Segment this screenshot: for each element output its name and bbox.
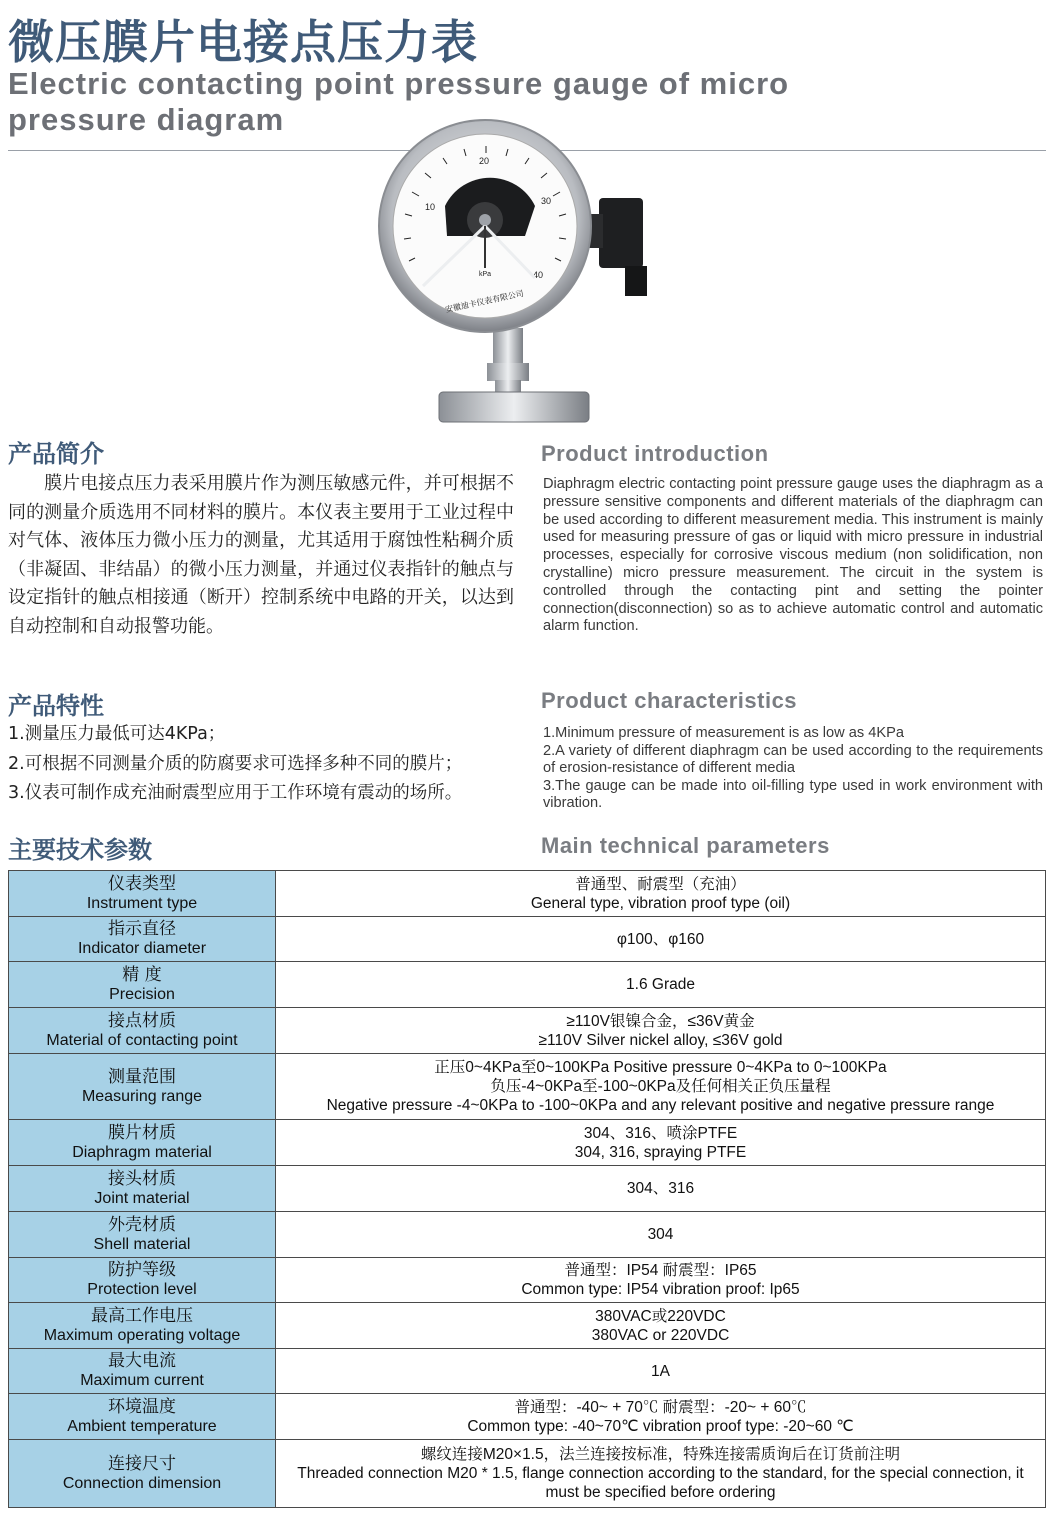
param-key [9,1258,276,1303]
param-value-line: 380VAC或220VDC [595,1307,726,1325]
param-key-zh: 接头材质 [108,1168,176,1189]
table-row [9,1008,1046,1054]
param-value [276,1212,1046,1258]
table-row [9,1258,1046,1303]
scale-label: 10 [425,202,436,212]
param-key-en: Shell material [93,1235,191,1253]
param-key-zh: 膜片材质 [108,1122,176,1143]
brand-text: 安徽迪卡仪表有限公司 [444,288,525,315]
param-value [276,1120,1046,1166]
param-value-line: 普通型、耐震型（充油） [575,875,746,893]
param-key [9,1349,276,1394]
param-value [276,1258,1046,1303]
param-value-line: General type, vibration proof type (oil) [530,894,791,912]
feature-item: 2.可根据不同测量介质的防腐要求可选择多种不同的膜片； [8,753,463,774]
gauge-nut [487,363,529,381]
param-key-en: Protection level [87,1281,197,1298]
table-row [9,1440,1046,1508]
table-row [9,1212,1046,1258]
param-value-line: Common type: -40~70℃ vibration proof type: -20~60 ℃ [467,1417,854,1435]
param-key-zh: 最大电流 [108,1351,176,1371]
table-row [9,1349,1046,1394]
feature-item: 1.测量压力最低可达4KPa； [8,724,226,744]
feature-item: 1.Minimum pressure of measurement is as low as 4KPa [543,725,904,741]
param-value-line: Threaded connection M20 * 1.5, flange connection according to the standard, for the special connection, it must be specified before ordering [297,1465,1024,1501]
param-key [9,962,276,1008]
param-value [276,1349,1046,1394]
param-value [276,871,1046,917]
param-key [9,871,276,917]
param-value [276,1166,1046,1212]
param-key-en: Indicator diameter [77,940,207,957]
param-key-en: Ambient temperature [67,1417,217,1435]
intro-heading-zh: 产品简介 [8,440,104,468]
page-subtitle: Electric contacting point pressure gauge of micro pressure diagram [8,66,790,137]
param-key-zh: 最高工作电压 [91,1305,193,1326]
param-value-line: 304、316 [626,1180,695,1197]
unit-label: kPa [479,271,492,278]
param-value-line: 1A [651,1362,670,1380]
param-key-en: Precision [109,985,175,1003]
param-key-zh: 环境温度 [108,1396,176,1417]
param-value [276,962,1046,1008]
param-key [9,1120,276,1166]
feature-item: 2.A variety of different diaphragm can be used according to the requirements of erosion-resistance of different media [543,742,1043,776]
param-key-en: Measuring range [81,1087,203,1105]
param-key-en: Instrument type [86,894,198,912]
param-value [276,1054,1046,1120]
params-heading-zh: 主要技术参数 [8,836,152,864]
param-value-line: 304 [647,1226,674,1243]
table-row [9,1054,1046,1120]
param-value-line: 304、316、喷涂PTFE [583,1124,738,1142]
params-heading-en: Main technical parameters [541,833,830,858]
param-value-line: φ100、φ160 [616,930,705,948]
param-key-en: Material of contacting point [46,1031,238,1049]
param-key [9,1440,276,1508]
param-value-line: ≥110V Silver nickel alloy, ≤36V gold [538,1031,783,1049]
param-value [276,1008,1046,1054]
features-list-en [543,725,1043,813]
params-table [8,870,1046,1508]
table-row [9,1166,1046,1212]
scale-label: 20 [479,156,490,166]
param-key [9,1303,276,1349]
features-list-zh [8,720,528,809]
param-value [276,917,1046,962]
feature-item: 3.仪表可制作成充油耐震型应用于工作环境有震动的场所。 [8,783,463,803]
param-key-zh: 精 度 [122,964,162,985]
param-key [9,1166,276,1212]
param-value-line: 普通型：-40~ + 70℃ 耐震型：-20~ + 60℃ [514,1398,807,1416]
table-row [9,1303,1046,1349]
param-key-en: Joint material [94,1189,190,1207]
param-key-zh: 仪表类型 [108,873,176,894]
param-key-zh: 指示直径 [108,919,176,939]
param-key-zh: 外壳材质 [108,1214,176,1235]
intro-text-zh: 膜片电接点压力表采用膜片作为测压敏感元件，并可根据不同的测量介质选用不同材料的膜片。本仪表主要用于工业过程中对气体、液体压力微小压力的测量，尤其适用于腐蚀性粘稠介质（非凝固、非结晶）的微小压力测量，并通过仪表指针的触点与设定指针的触点相接通（断开）控制系统中电路的开关，以达到自动控制和自动报警功能。 [8,473,514,637]
param-value-line: 负压-4~0KPa至-100~0KPa及任何相关正负压量程 [490,1078,831,1095]
features-heading-en: Product characteristics [541,688,798,713]
param-key-en: Maximum current [80,1372,204,1389]
param-key [9,917,276,962]
table-row [9,962,1046,1008]
param-key-zh: 防护等级 [108,1260,176,1280]
param-key-zh: 连接尺寸 [108,1453,176,1474]
param-key-zh: 接点材质 [108,1010,176,1031]
scale-label: 30 [541,196,552,206]
param-value-line: ≥110V银镍合金，≤36V黄金 [566,1012,755,1030]
param-value-line: 380VAC or 220VDC [591,1326,730,1344]
param-key-en: Connection dimension [62,1474,222,1492]
param-key [9,1008,276,1054]
param-key-zh: 测量范围 [108,1066,176,1087]
param-value-line: 普通型：IP54 耐震型：IP65 [564,1262,757,1279]
intro-heading-en: Product introduction [541,441,769,466]
param-key-en: Maximum operating voltage [43,1326,241,1344]
gauge-flange [439,392,589,422]
param-value [276,1303,1046,1349]
gauge-image [375,118,675,430]
page-title: 微压膜片电接点压力表 [8,15,478,69]
param-value-line: Common type: IP54 vibration proof: Ip65 [521,1281,800,1298]
table-row [9,917,1046,962]
scale-label: 40 [533,270,544,280]
param-key [9,1054,276,1120]
feature-item: 3.The gauge can be made into oil-filling type used in work environment with vibration. [543,777,1043,811]
param-value-line: 304, 316, spraying PTFE [574,1143,747,1161]
param-key [9,1394,276,1440]
param-value-line: 正压0~4KPa至0~100KPa Positive pressure 0~4KPa to 0~100KPa [434,1059,887,1076]
gauge-connector [599,198,643,268]
param-value [276,1440,1046,1508]
param-value-line: Negative pressure -4~0KPa to -100~0KPa and any relevant positive and negative pressure range [326,1097,995,1114]
param-value-line: 1.6 Grade [626,976,695,993]
intro-text-en: Diaphragm electric contacting point pressure gauge uses the diaphragm as a pressure sensitive components and different materials of the diaphragm can be used according to different measurement media. This instrument is mainly used for measuring pressure of gas or liquid with micro pressure in industrial processes, especially for corrosive viscous medium (non solidification, non crystalline) micro pressure measurement. The circuit in the system is controlled through the contacting pint and setting the pointer connection(disconnection) so as to achieve automatic control and automatic alarm function. [543,476,1043,635]
param-value-line: 螺纹连接M20×1.5，法兰连接按标准，特殊连接需质询后在订货前注明 [420,1446,901,1463]
table-row [9,1120,1046,1166]
param-value [276,1394,1046,1440]
param-key-en: Diaphragm material [72,1143,212,1161]
table-row [9,871,1046,917]
param-key [9,1212,276,1258]
table-row [9,1394,1046,1440]
features-heading-zh: 产品特性 [8,692,104,720]
